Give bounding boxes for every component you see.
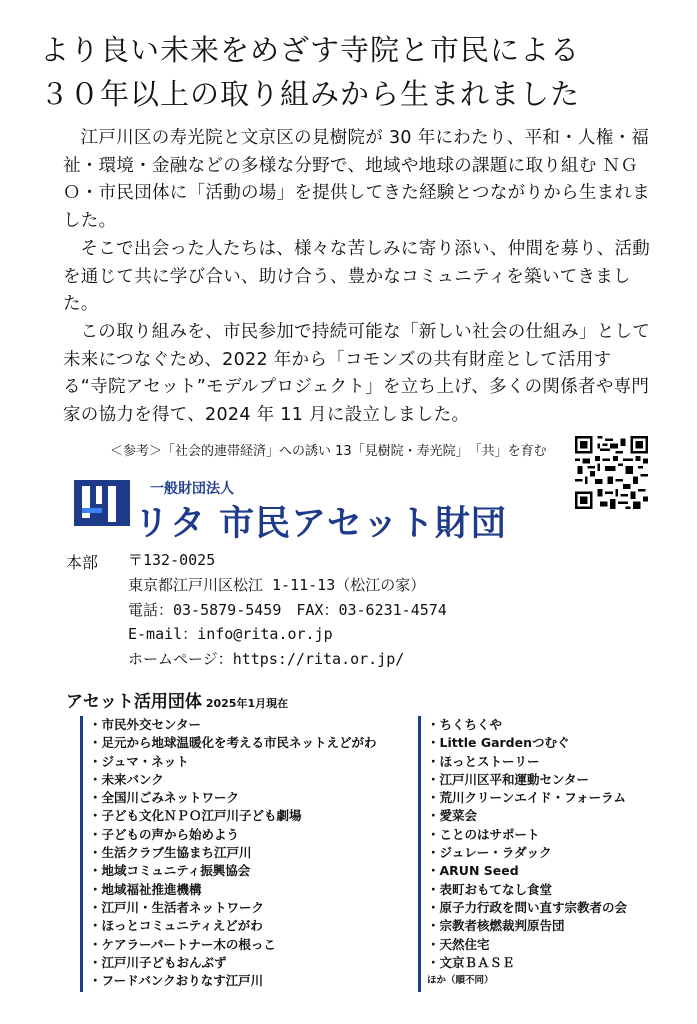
group-item: ・ケアラーパートナー木の根っこ xyxy=(89,936,276,952)
group-item: ・原子力行政を問い直す宗教者の会 xyxy=(427,899,628,915)
group-item: ・江戸川・生活者ネットワーク xyxy=(89,899,265,915)
group-item: ・ジュマ・ネット xyxy=(89,753,189,769)
group-item: ・Little Gardenつむぐ xyxy=(427,735,570,751)
group-item: ・ほっとストーリー xyxy=(427,753,540,769)
title-line-1: より良い未来をめざす寺院と市民による xyxy=(40,33,581,67)
group-item: ・ことのはサポート xyxy=(427,826,540,842)
group-item: ・未来バンク xyxy=(89,771,164,787)
group-item: ・江戸川子どもおんぶず xyxy=(89,954,227,970)
logo-name: リタ 市民アセット財団 xyxy=(134,504,507,544)
logo-subtitle: 一般財団法人 xyxy=(150,481,234,497)
group-item: ・ジュレー・ラダック xyxy=(427,845,552,861)
homepage-link[interactable]: ホームページ：https://rita.or.jp/ xyxy=(128,650,405,669)
paragraph: そこで出会った人たちは、様々な苦しみに寄り添い、仲間を募り、活動を通じて共に学び合い、助け合う、豊かなコミュニティを築いてきました。 xyxy=(63,238,651,315)
email[interactable]: E-mail：info@rita.or.jp xyxy=(128,625,333,644)
intro-text xyxy=(63,125,653,430)
group-item: ・生活クラブ生協まち江戸川 xyxy=(89,845,252,861)
group-item: ・市民外交センター xyxy=(89,717,202,732)
group-item: ・宗教者核燃裁判原告団 xyxy=(427,918,565,934)
group-item: ・ARUN Seed xyxy=(427,863,519,879)
group-item: ・足元から地球温暖化を考える市民ネットえどがわ xyxy=(89,735,377,751)
rita-logo-icon xyxy=(74,478,130,528)
group-item: ・フードバンクおりなす江戸川 xyxy=(89,973,264,989)
group-item: ・ちくちくや xyxy=(427,717,503,732)
group-item: ・地域福祉推進機構 xyxy=(89,881,202,897)
group-item: ・ほっとコミュニティえどがわ xyxy=(89,918,263,934)
groups-date: 2025年1月現在 xyxy=(205,697,289,710)
phone-fax: 電話：03-5879-5459 FAX：03-6231-4574 xyxy=(128,600,447,619)
address: 東京都江戸川区松江 1-11-13（松江の家） xyxy=(128,575,426,594)
hq-label: 本部 xyxy=(66,553,99,572)
groups-left-column xyxy=(80,716,377,992)
group-item: ・子ども文化ＮＰＯ江戸川子ども劇場 xyxy=(89,808,302,824)
hq-contact xyxy=(128,548,447,672)
title-line-2: ３０年以上の取り組みから生まれました xyxy=(40,77,581,111)
page-title xyxy=(40,28,660,116)
group-item: ・全国川ごみネットワーク xyxy=(89,790,240,806)
groups-right-column xyxy=(418,716,627,992)
group-item: ・天然住宅 xyxy=(427,936,490,952)
qr-code[interactable] xyxy=(575,436,648,509)
group-item: ・愛菜会 xyxy=(427,808,478,824)
group-item: ・地域コミュニティ振興協会 xyxy=(89,863,251,879)
group-item: ・子どもの声から始めよう xyxy=(89,826,240,842)
paragraph: この取り組みを、市民参加で持続可能な「新しい社会の仕組み」として未来につなぐため、2022 年から「コモンズの共有財産として活用する“寺院アセット”モデルプロジェクト」を立ち上げ、多くの関係者や専門家の協力を得て、2024 年 11 月に設立しました。 xyxy=(63,321,651,426)
group-item: ・文京ＢＡＳＥ xyxy=(427,954,515,970)
groups-other-note: ほか（順不同） xyxy=(427,975,494,987)
group-item: ・江戸川区平和運動センター xyxy=(427,771,590,787)
groups-title: アセット活用団体 xyxy=(66,692,202,712)
groups-heading xyxy=(66,687,288,712)
reference-note: ＜参考＞「社会的連帯経済」への誘い 13「見樹院・寿光院」 「共」を育む xyxy=(110,444,547,459)
postal-code: 〒132-0025 xyxy=(128,551,216,569)
paragraph: 江戸川区の寿光院と文京区の見樹院が 30 年にわたり、平和・人権・福祉・環境・金融などの多様な分野で、地域や地球の課題に取り組む ＮＧＯ・市民団体に「活動の場」を提供してきた経験とつながりから生まれました。 xyxy=(63,128,651,232)
group-item: ・表町おもてなし食堂 xyxy=(427,881,553,897)
group-item: ・荒川クリーンエイド・フォーラム xyxy=(427,790,627,806)
